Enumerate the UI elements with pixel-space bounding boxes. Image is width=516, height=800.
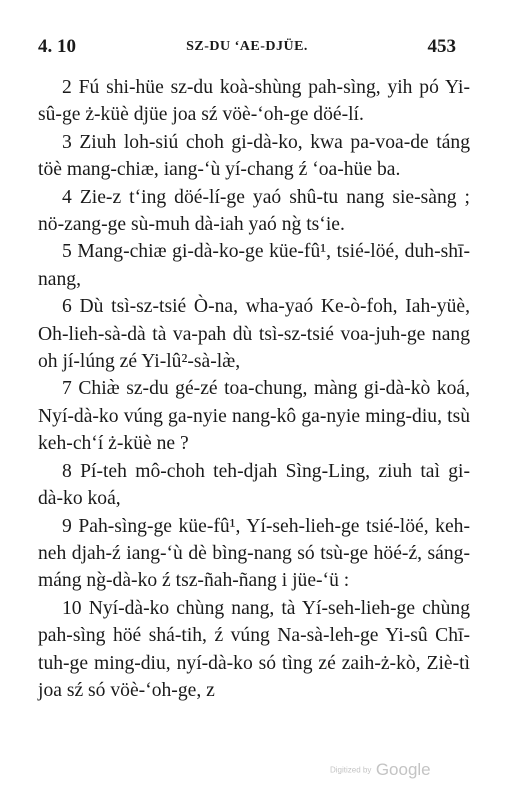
verse-number: 8 (62, 460, 72, 482)
verse-number: 2 (62, 77, 72, 98)
verse-text: Chiæ̀ sz-du gé-zé toa-chung, màng gi-dà-kò koá, Nyí-dà-ko vúng ga-nyie nang-kô ga-nyie ming-diu, tsù keh-chʻí ż-küè ne ? (38, 378, 471, 455)
verse-number: 7 (62, 378, 72, 400)
verse (38, 513, 470, 595)
verse (38, 458, 470, 513)
page-header (38, 36, 456, 62)
verse-text: Dù tsì-sz-tsié Ò-na, wha-yaó Ke-ò-foh, Iah-yüè, Oh-lieh-sà-dà tà va-pah dù tsì-sz-tsié voa-juh-ge nang oh jí-lúng zé Yi-lû²-sà-læ̀, (38, 296, 470, 373)
verse-number: 3 (62, 131, 72, 153)
verse-text: Mang-chiæ gi-dà-ko-ge küe-fû¹, tsié-löé, duh-shī-nang, (38, 241, 470, 290)
verse (38, 238, 470, 293)
page-number: 453 (427, 36, 456, 57)
verse-text: Ziuh loh-siú choh gi-dà-ko, kwa pa-voa-de táng töè mang-chiæ, iang-ʻù yí-chang ź ʻoa-hüe ba. (38, 131, 470, 181)
verse-number: 9 (62, 515, 72, 537)
running-title: SZ-DU ʻAE-DJÜE. (186, 39, 308, 54)
verse (38, 293, 470, 375)
google-logo: Google (375, 760, 431, 779)
verse-text: Pí-teh mô-choh teh-djah Sìng-Ling, ziuh taì gi-dà-ko koá, (38, 460, 470, 510)
verse (38, 595, 470, 705)
verse-number: 10 (62, 597, 82, 619)
verse-number: 5 (62, 241, 72, 263)
verse-text: Pah-sìng-ge küe-fû¹, Yí-seh-lieh-ge tsié-löé, keh-neh djah-ź iang-ʻù dè bìng-nang só tsù-ge höé-ź, sáng-máng ng̀-dà-ko ź tsz-ñah-ñang i jüe-ʻü : (38, 515, 470, 592)
verse-number: 6 (62, 296, 72, 318)
verse (38, 375, 470, 457)
verse-text: Nyí-dà-ko chùng nang, tà Yí-seh-lieh-ge chùng pah-sìng höé shá-tih, ź vúng Na-sà-leh-ge Yi-sû Chī-tuh-ge ming-diu, nyí-dà-ko só tìng zé zaih-ż-kò, Ziè-tì joa sź só vöè-ʻoh-ge, z (38, 597, 470, 701)
verse-text: Fú shi-hüe sz-du koà-shùng pah-sìng, yih pó Yi-sû-ge ż-küè djüe joa sź vöè-ʻoh-ge döé-lí. (38, 77, 470, 126)
page-body (38, 74, 470, 704)
digitization-watermark (330, 760, 431, 780)
watermark-prefix: Digitized by (330, 765, 372, 775)
verse (38, 129, 470, 184)
verse-number: 4 (62, 186, 72, 208)
chapter-reference: 4. 10 (38, 36, 76, 57)
verse (38, 184, 470, 239)
verse (38, 74, 470, 129)
verse-text: Zie-z tʻing döé-lí-ge yaó shû-tu nang sie-sàng ; nö-zang-ge sù-muh dà-iah yaó ng̀ tsʻie. (38, 186, 470, 236)
